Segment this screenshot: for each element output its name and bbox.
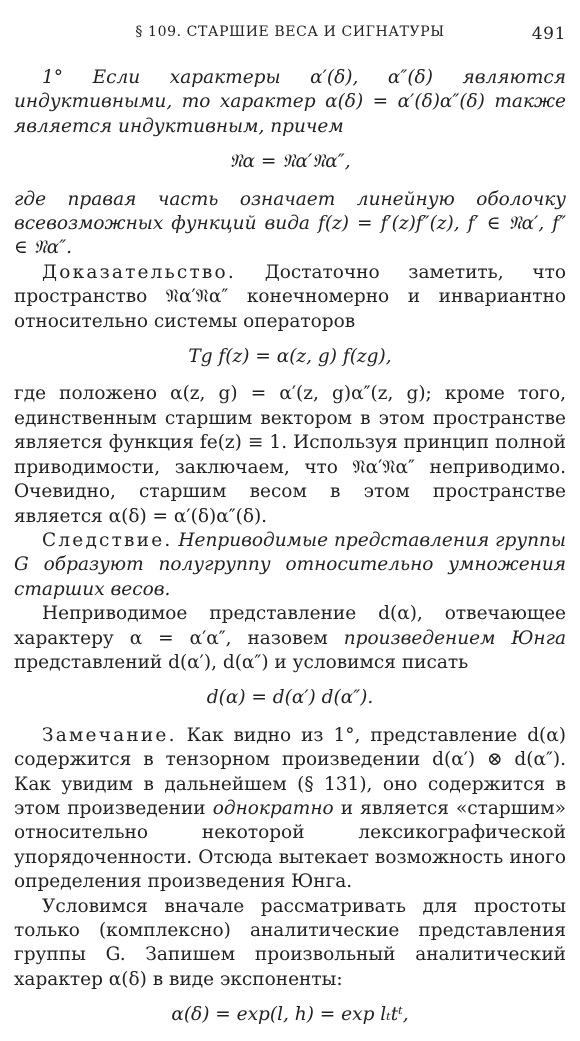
proof-text: Достаточно заметить, что пространство 𝔑α′𝔑α″ конечномерно и инвариантно относительно системы операторов	[14, 261, 566, 332]
formula-exponent: α(δ) = exp(l, h) = exp lₜtᵗ,	[171, 1004, 409, 1026]
proof-heading: Доказательство.	[42, 261, 236, 283]
page-number: 491	[531, 24, 566, 44]
remark-text-b: и является «старшим» относительно некоторой лексикографической упорядоченности. Отсюда вытекает возможность иного определения произведения Юнга.	[14, 797, 566, 893]
formula-operator: Tg f(z) = α(z, g) f(zg),	[188, 346, 392, 368]
corollary-paragraph	[14, 529, 566, 602]
running-header	[14, 24, 566, 46]
running-title: § 109. СТАРШИЕ ВЕСА И СИГНАТУРЫ	[135, 24, 445, 40]
young-product-paragraph	[14, 602, 566, 675]
remark-paragraph	[14, 724, 566, 895]
formula-young-product: d(α) = d(α′) d(α″).	[206, 687, 374, 709]
young-product-text-a: Неприводимое представление d(α), отвечающее характеру α = α′α″, назовем	[14, 603, 566, 649]
remark-term: однократно	[212, 797, 334, 819]
corollary-text: Неприводимые представления группы G образуют полугруппу относительно умножения старших весов.	[14, 529, 566, 600]
young-product-text-b: представлений d(α′), d(α″) и условимся писать	[14, 651, 469, 673]
proof-continuation: где положено α(z, g) = α′(z, g)α″(z, g); кроме того, единственным старшим вектором в этом пространстве является функция fe(z) ≡ 1. Используя принцип полной приводимости, заключаем, что 𝔑α′𝔑α″ неприводимо. Очевидно, старшим весом в этом пространстве является α(δ) = α′(δ)α″(δ).	[14, 383, 566, 527]
corollary-heading: Следствие.	[42, 529, 173, 551]
statement-1: 1° Если характеры α′(δ), α″(δ) являются индуктивными, то характер α(δ) = α′(δ)α″(δ) также является индуктивным, причем	[14, 67, 566, 137]
remark-text-a: Как видно из 1°, представление d(α) содержится в тензорном произведении d(α′) ⊗ d(α″). Как увидим в дальнейшем (§ 131), оно содержится в этом произведении	[14, 724, 566, 819]
page-body	[14, 66, 566, 1041]
remark-heading: Замечание.	[42, 724, 177, 746]
formula-span-product: 𝔑α = 𝔑α′𝔑α″,	[229, 151, 351, 173]
young-product-term: произведением Юнга	[343, 627, 566, 649]
statement-1-continuation: где правая часть означает линейную оболочку всевозможных функций вида f(z) = f′(z)f″(z), f′ ∈ 𝔑α′, f″ ∈ 𝔑α″.	[14, 188, 566, 259]
analytic-paragraph: Условимся вначале рассматривать для простоты только (комплексно) аналитические представления группы G. Запишем произвольный аналитический характер α(δ) в виде экспоненты:	[14, 895, 566, 990]
proof-paragraph	[14, 261, 566, 334]
